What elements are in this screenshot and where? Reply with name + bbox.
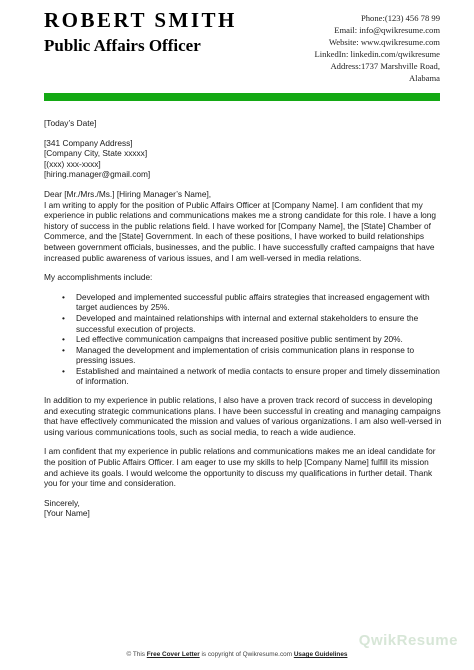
applicant-job-title: Public Affairs Officer (44, 36, 201, 55)
letter-date: [Today’s Date] (44, 118, 97, 128)
contact-website: Website: www.qwikresume.com (328, 37, 440, 47)
accomplishments-list (44, 292, 442, 387)
accomplishment-text: Developed and maintained relationships with internal and external stakeholders to ensure the successful execution of projects. (76, 312, 419, 334)
accomplishment-text: Developed and implemented successful public affairs strategies that increased engagement with target audiences by 25%. (76, 291, 430, 313)
bullet-icon: • (62, 291, 65, 302)
salutation: Dear [Mr./Mrs./Ms.] [Hiring Manager’s Name], (44, 188, 212, 199)
accomplishment-text: Led effective communication campaigns that increased positive public sentiment by 20%. (76, 334, 403, 345)
accomplishment-text: Managed the development and implementation of crisis communication plans in response to pressing issues. (76, 344, 415, 366)
bullet-icon: • (62, 344, 65, 355)
contact-linkedin: LinkedIn: linkedin.com/qwikresume (314, 49, 440, 59)
closing-paragraph: I am confident that my experience in public relations and communications makes me an ideal candidate for the position of Public Affairs Officer. I am eager to use my skills to help [Company Name] fulfill its mission and achieve its goals. I would welcome the opportunity to discuss my qualifications in further detail. Thank you for your time and consideration. (44, 446, 436, 489)
recipient-block (44, 138, 442, 180)
recipient-address: [341 Company Address] (44, 137, 133, 148)
list-item (62, 292, 442, 313)
experience-paragraph: In addition to my experience in public relations, I also have a proven track record of success in developing and executing strategic communications plans. I have been successful in creating and managing campaigns that have effectively communicated the mission and values of various organizations. I am also well-versed in using various communications tools, such as social media, to reach a wide audience. (44, 395, 442, 437)
footer-prefix: © This (126, 651, 145, 658)
accomplishment-text: Established and maintained a network of media contacts to ensure proper and timely dissemination of information. (76, 365, 440, 387)
header-accent-bar (44, 93, 440, 101)
accomplishments-heading: My accomplishments include: (44, 272, 153, 283)
recipient-phone: [(xxx) xxx-xxxx] (44, 158, 101, 169)
bullet-icon: • (62, 312, 65, 323)
applicant-name: ROBERT SMITH (44, 8, 237, 32)
list-item (62, 313, 442, 334)
bullet-icon: • (62, 365, 65, 376)
intro-paragraph: I am writing to apply for the position of Public Affairs Officer at [Company Name]. I am confident that my experience in public relations and communications makes me a strong candidate for this role. I have a long history of success in the public relations field. I have worked for [Company Name], the [State] Chamber of Commerce, and the [State] Government. In each of these positions, I have worked to build relationships between government officials, businesses, and the public. I have successfully crafted campaigns that have increased public awareness of various issues, and I am well-versed in media relations. (44, 199, 437, 263)
list-item (62, 334, 442, 345)
contact-email: Email: info@qwikresume.com (334, 25, 440, 35)
letter-body (44, 118, 442, 519)
free-cover-letter-link[interactable]: Free Cover Letter (146, 651, 200, 658)
contact-address-line2: Alabama (408, 73, 440, 83)
contact-address-line1: Address:1737 Marshville Road, (330, 61, 440, 71)
list-item (62, 345, 442, 366)
footer-middle: is copyright of Qwikresume.com (201, 651, 293, 658)
qwikresume-watermark: QwikResume (358, 632, 458, 649)
contact-phone: Phone:(123) 456 78 99 (360, 13, 440, 23)
copyright-footer (0, 651, 474, 658)
bullet-icon: • (62, 334, 65, 345)
closing-salutation: Sincerely, (44, 497, 80, 508)
contact-block (314, 12, 440, 84)
recipient-city-state: [Company City, State xxxxx] (44, 148, 148, 159)
recipient-email: [hiring.manager@gmail.com] (44, 169, 151, 180)
list-item (62, 366, 442, 387)
signature-name: [Your Name] (44, 508, 90, 519)
usage-guidelines-link[interactable]: Usage Guidelines (293, 651, 348, 658)
